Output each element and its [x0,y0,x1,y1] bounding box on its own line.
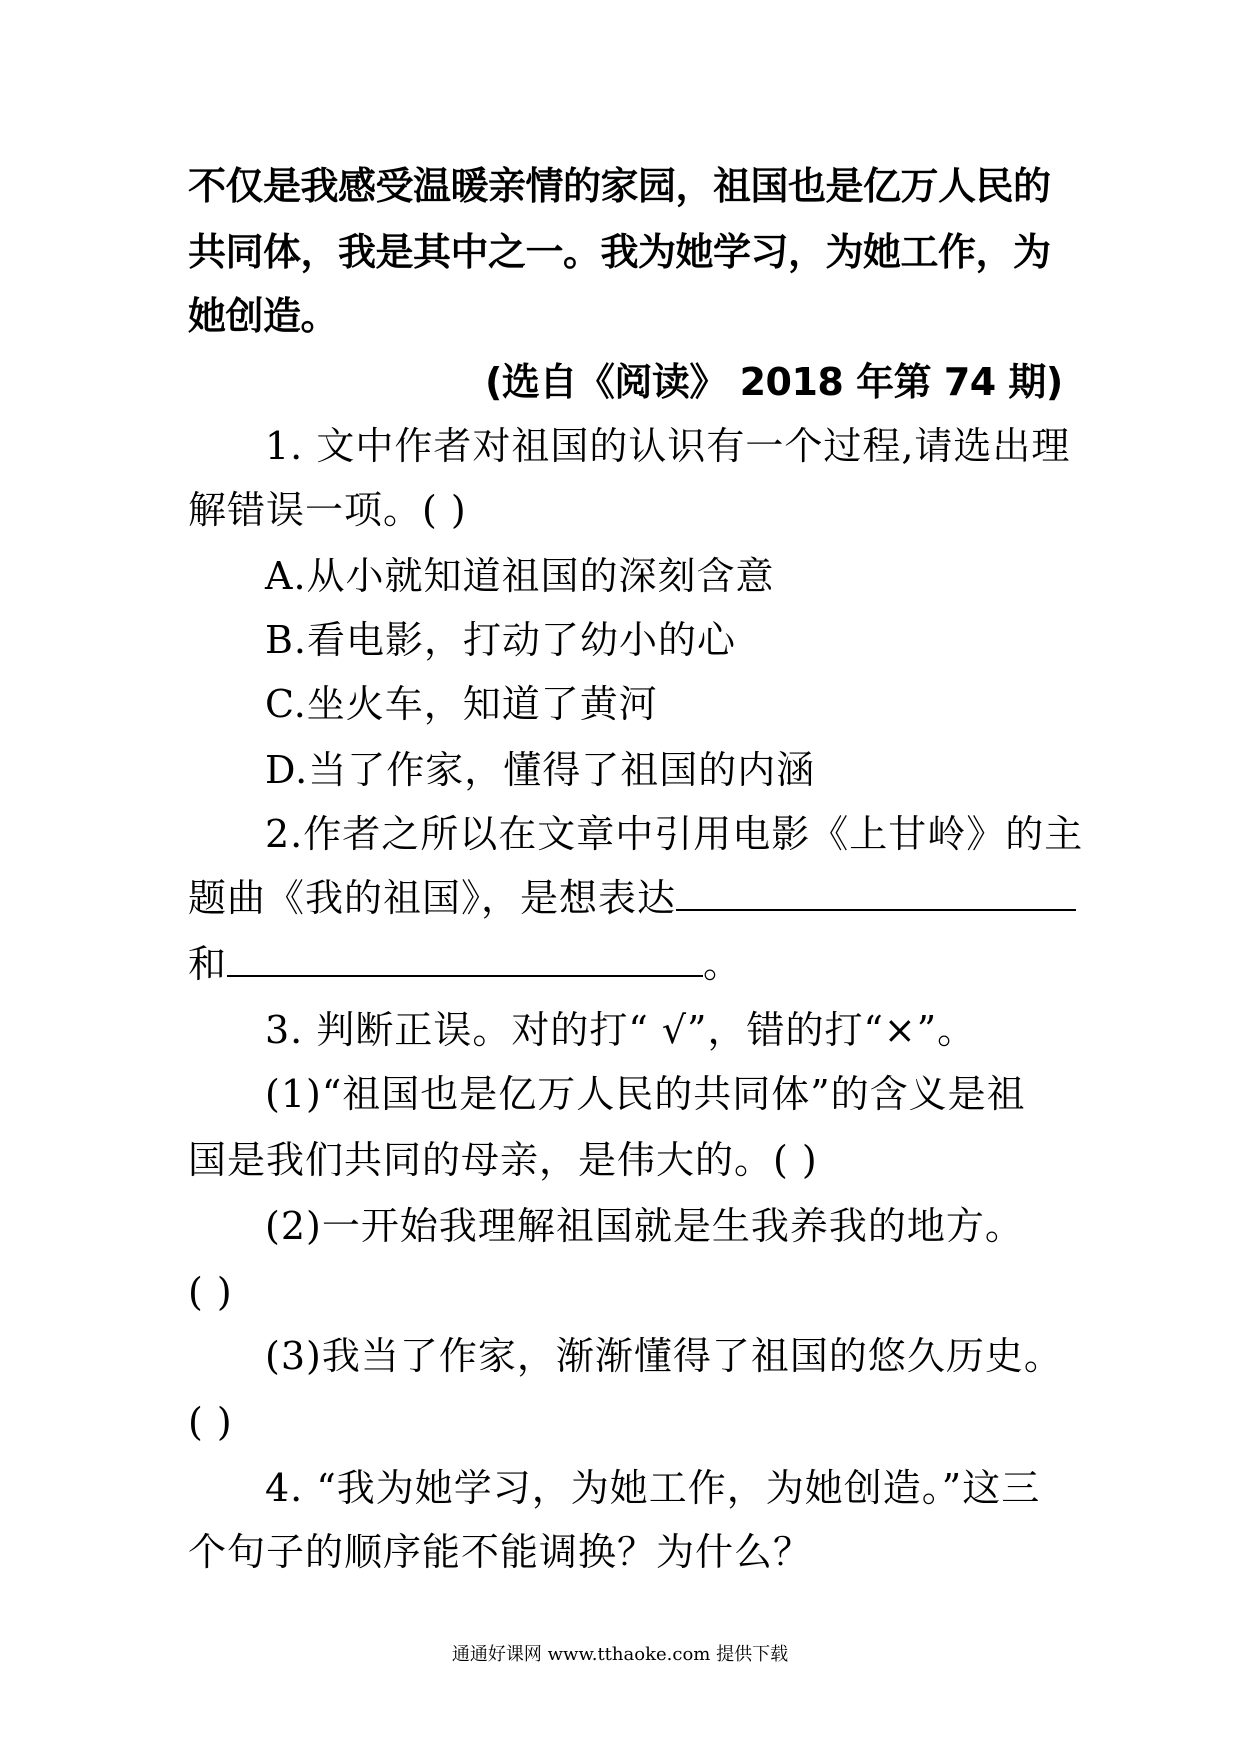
q2-line-2-text: 题曲《我的祖国》，是想表达 [188,876,677,920]
footer-credit: 通通好课网 www.tthaoke.com 提供下载 [451,1644,789,1665]
q3-item-2-line-2: ( ) [188,1270,233,1314]
q1-option-d: D.当了作家，懂得了祖国的内涵 [265,748,816,792]
q2-line-2 [188,872,1076,924]
q3-intro: 3. 判断正误。对的打“ √”，错的打“×”。 [265,1008,977,1052]
q3-item-3-line-2: ( ) [188,1400,233,1444]
q2-line-3-prefix: 和 [188,942,228,986]
passage-line-2: 共同体，我是其中之一。我为她学习，为她工作，为 [188,230,1051,274]
passage-source: (选自《阅读》 2018 年第 74 期) [485,360,1063,404]
q3-item-2-line-1: (2)一开始我理解祖国就是生我养我的地方。 [265,1204,1024,1248]
q4-line-1: 4. “我为她学习，为她工作，为她创造。”这三 [265,1466,1041,1510]
q1-option-b: B.看电影，打动了幼小的心 [265,618,737,662]
passage-line-3: 她创造。 [188,294,339,338]
q1-line-1: 1. 文中作者对祖国的认识有一个过程,请选出理 [265,424,1071,468]
q4-line-2: 个句子的顺序能不能调换？为什么？ [188,1530,813,1574]
q2-line-1: 2.作者之所以在文章中引用电影《上甘岭》的主 [265,812,1084,856]
q2-line-3-suffix: 。 [703,942,743,986]
q3-item-1-line-1: (1)“祖国也是亿万人民的共同体”的含义是祖 [265,1072,1026,1116]
q3-item-3-line-1: (3)我当了作家，渐渐懂得了祖国的悠久历史。 [265,1334,1063,1378]
q1-option-a: A.从小就知道祖国的深刻含意 [265,554,775,598]
q2-answer-blank-1[interactable] [676,873,1076,911]
q1-line-2: 解错误一项。( ) [188,488,467,532]
q3-item-1-line-2: 国是我们共同的母亲，是伟大的。( ) [188,1138,818,1182]
passage-line-1: 不仅是我感受温暖亲情的家园，祖国也是亿万人民的 [188,164,1051,208]
q2-line-3 [188,938,742,990]
q1-option-c: C.坐火车，知道了黄河 [265,682,658,726]
q2-answer-blank-2[interactable] [227,939,703,977]
